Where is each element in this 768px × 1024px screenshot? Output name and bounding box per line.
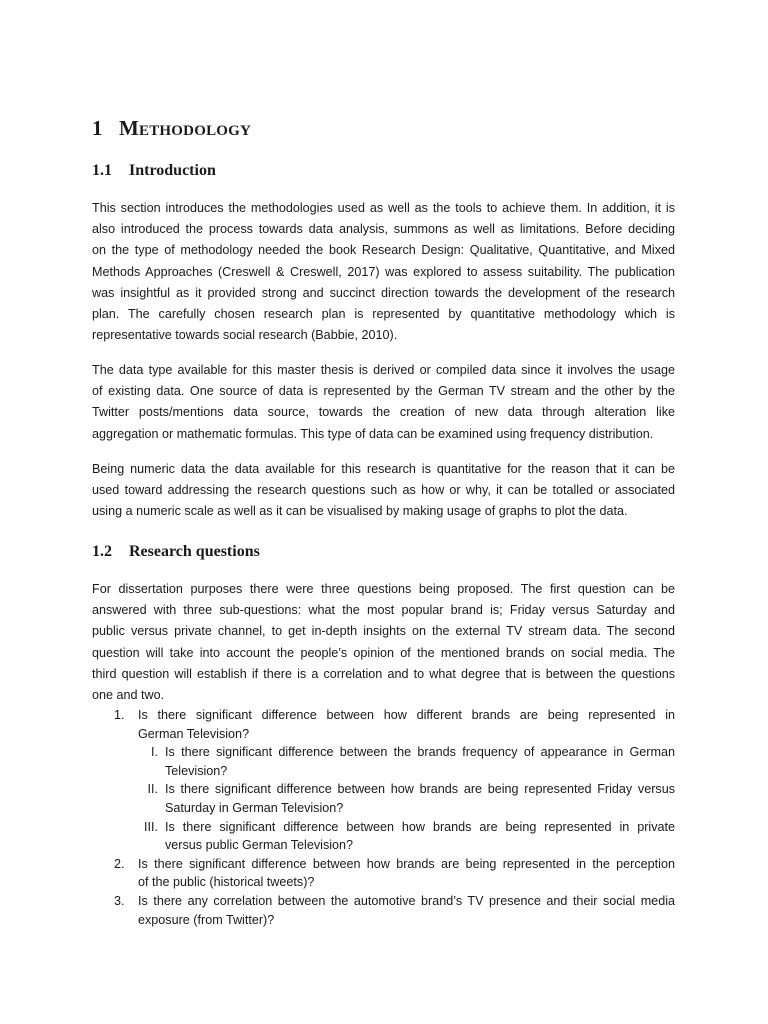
section-heading-research-questions (92, 541, 260, 563)
paragraph-numeric-data (92, 459, 675, 523)
paragraph-line: Being numeric data the data available for this research is quantitative for the reason that it can be (92, 462, 675, 476)
paragraph-line: one and two. (92, 688, 165, 703)
list-item-text: German Television? (138, 726, 250, 741)
list-item-text: Television? (165, 763, 228, 778)
section-title: Research questions (129, 543, 260, 560)
paragraph-line: For dissertation purposes there were three questions being proposed. The first question can be (92, 582, 675, 596)
section-title: Introduction (129, 162, 216, 179)
paragraph-line: aggregation or mathematic formulas. This type of data can be examined using frequency distribution. (92, 426, 654, 441)
paragraph-line: The data type available for this master thesis is derived or compiled data since it involves the usage (92, 363, 675, 377)
paragraph-line: on the type of methodology needed the book Research Design: Qualitative, Quantitative, and Mixed (92, 243, 675, 258)
paragraph-line: was insightful as it provided strong and succinct direction towards the development of the research (92, 285, 675, 300)
list-marker: III. (144, 819, 158, 834)
list-marker: II. (147, 782, 158, 797)
research-question (92, 706, 675, 743)
list-item-text: exposure (from Twitter)? (138, 912, 275, 927)
paragraph-data-type (92, 360, 675, 445)
section-number: 1.1 (92, 162, 112, 179)
list-marker: I. (151, 745, 158, 760)
list-item-text: Is there significant difference between how different brands are being represented in (138, 708, 675, 722)
list-item-text: Is there significant difference between how brands are being represented in private (165, 819, 675, 834)
paragraph-introduction (92, 198, 675, 346)
research-question (92, 892, 675, 929)
paragraph-line: question will take into account the people’s opinion of the mentioned brands on social media. The (92, 645, 675, 660)
paragraph-line: Methods Approaches (Creswell & Creswell, 2017) was explored to assess suitability. The publication (92, 264, 675, 279)
research-sub-question (92, 743, 675, 780)
list-item-text: Is there significant difference between how brands are being represented in the perception (138, 856, 675, 871)
chapter-title: Methodology (119, 116, 252, 140)
list-item-text: Saturday in German Television? (165, 800, 344, 815)
list-item-text: Is there significant difference between the brands frequency of appearance in German (165, 745, 675, 760)
section-heading-introduction (92, 160, 216, 182)
paragraph-line: also introduced the process towards data analysis, summons as well as limitations. Before deciding (92, 222, 675, 237)
paragraph-line: plan. The carefully chosen research plan is represented by quantitative methodology which is (92, 307, 675, 322)
paragraph-dissertation-purposes (92, 579, 675, 706)
list-item-text: versus public German Television? (165, 838, 354, 853)
research-questions-list (92, 706, 675, 929)
paragraph-line: representative towards social research (Babbie, 2010). (92, 328, 398, 343)
list-item-text: Is there any correlation between the automotive brand’s TV presence and their social media (138, 893, 675, 908)
list-marker: 2. (114, 856, 125, 871)
paragraph-line: This section introduces the methodologies used as well as the tools to achieve them. In addition, it is (92, 201, 675, 215)
paragraph-line: public versus private channel, to get in-depth insights on the external TV stream data. The second (92, 624, 675, 639)
research-sub-question (92, 818, 675, 855)
section-number: 1.2 (92, 543, 112, 560)
paragraph-line: third question will establish if there is a correlation and to what degree that is between the questions (92, 666, 675, 681)
chapter-number: 1 (92, 116, 103, 140)
list-item-text: Is there significant difference between how brands are being represented Friday versus (165, 782, 675, 797)
list-marker: 3. (114, 893, 125, 908)
paragraph-line: using a numeric scale as well as it can be visualised by making usage of graphs to plot the data. (92, 504, 628, 519)
paragraph-line: used toward addressing the research questions such as how or why, it can be totalled or associated (92, 483, 675, 498)
list-marker: 1. (114, 708, 125, 722)
research-sub-question (92, 780, 675, 817)
paragraph-line: answered with three sub-questions: what the most popular brand is; Friday versus Saturday and (92, 603, 675, 618)
list-item-text: of the public (historical tweets)? (138, 875, 315, 890)
paragraph-line: of existing data. One source of data is represented by the German TV stream and the other by the (92, 384, 675, 399)
research-question (92, 855, 675, 892)
chapter-heading (92, 114, 251, 142)
paragraph-line: Twitter posts/mentions data source, towards the creation of new data through alteration like (92, 405, 675, 420)
